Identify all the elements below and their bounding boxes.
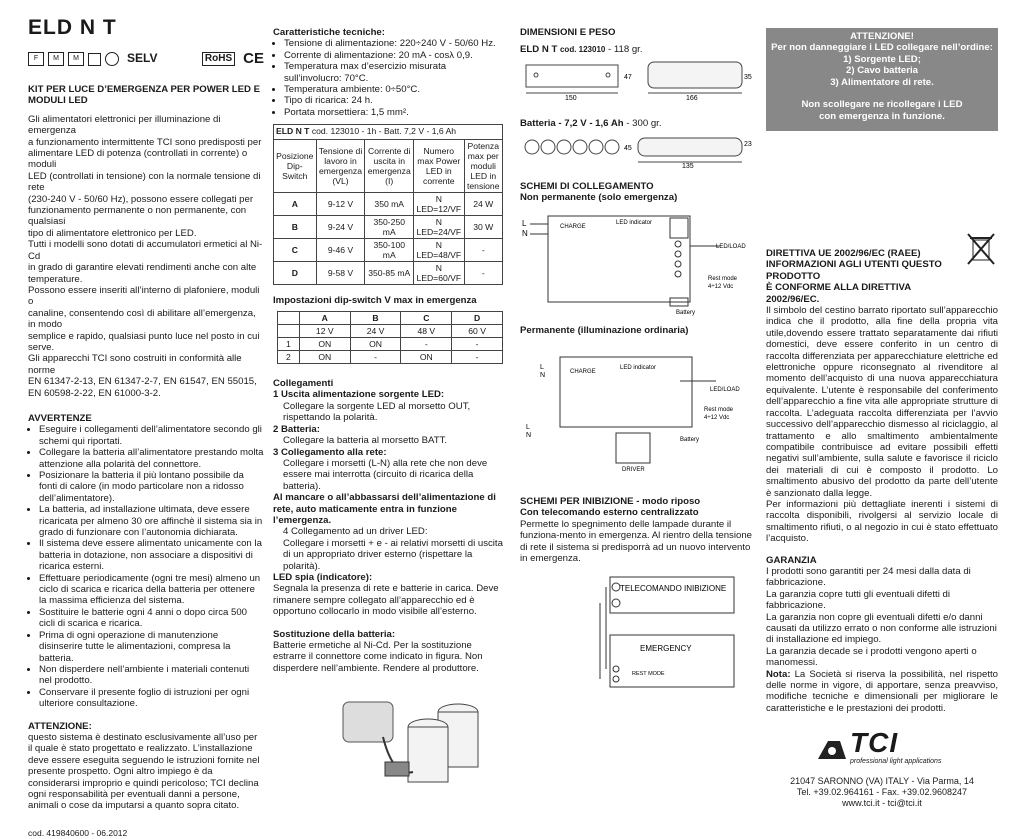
table-cell: 9-58 V (316, 261, 365, 284)
dip-cell: - (452, 338, 503, 351)
table-cell: B (274, 215, 317, 238)
warning-item: • Conservare il presente foglio di istruzioni per ogni ulteriore consultazione. (39, 687, 264, 710)
battery-dimensions (520, 118, 756, 129)
table-cell: 9-46 V (316, 238, 365, 261)
dip-heading: Impostazioni dip-switch V max in emergenza (273, 294, 477, 306)
tci-logo (814, 727, 998, 767)
dip-row (278, 351, 503, 364)
note-label: Nota: (766, 668, 791, 680)
warning-item: • La batteria, ad installazione ultimata, deve essere ricaricata per almeno 30 ore affinchè il sistema sia in grado di funzionare con l’autonomia dichiarata. (39, 504, 264, 538)
battery-cell (589, 140, 603, 154)
attention-line: 2) Cavo batteria (846, 65, 918, 77)
dip-cell: 48 V (401, 325, 452, 338)
column-4 (766, 0, 998, 810)
non-permanent-heading: Non permanente (solo emergenza) (520, 192, 678, 204)
dip-header: C (401, 312, 452, 325)
note-body: La Società si riserva la possibilità, nel rispetto delle norme in vigore, di apportare, senza preavviso, modifiche tecniche e dimensionali per migliorare le caratteristiche e le prestazioni dei prodotti. (766, 668, 998, 714)
intro-line: Gli alimentatori elettronici per illuminazione di emergenza (28, 113, 221, 137)
tech-item: • Portata morsettiera: 1,5 mm². (284, 107, 505, 118)
permanent-heading: Permanente (illuminazione ordinaria) (520, 325, 689, 337)
inhibition-subheading: Con telecomando esterno centralizzato (520, 507, 699, 519)
connection-step: Collegare i morsetti (L-N) alla rete che non deve essere mai interrotta (circuito di ricarica della batteria). (283, 457, 488, 492)
tech-item: • Temperatura max d’esercizio misurata sull’involucro: 70°C. (284, 61, 505, 84)
inhibition-heading: SCHEMI PER INIBIZIONE - modo riposo (520, 496, 701, 508)
label-l3: L (526, 423, 530, 431)
selv-label: SELV (127, 51, 158, 66)
warranty-item: La garanzia copre tutti gli eventuali difetti di fabbricazione. (766, 588, 950, 612)
label-n3: N (526, 431, 532, 439)
battery-drawing (520, 132, 756, 168)
tech-item: • Tipo di ricarica: 24 h. (284, 95, 505, 106)
m-mark-icon: M (48, 52, 64, 66)
warning-item: • Collegare la batteria all’alimentatore prestando molta attenzione alla polarità del connettore. (39, 447, 264, 470)
intro-text (28, 114, 264, 399)
product-title: ELD N T (28, 16, 117, 39)
dip-cell: ON (350, 338, 401, 351)
label-n: N (522, 228, 528, 238)
table-header: Potenza max per moduli LED in tensione (464, 139, 503, 192)
battery-cells (525, 140, 619, 154)
battery-label: Battery (676, 309, 696, 316)
battery-replacement-text: Batterie ermetiche al Ni-Cd. Per la sostituzione estrarre il connettore come indicato in figura. Non disperdere nell’ambiente. Rendere al produttore. (273, 640, 483, 674)
dip-cell: - (350, 351, 401, 364)
dim-23: 23 (744, 140, 752, 148)
raee-heading (766, 248, 962, 305)
mm-mark-icon: M (68, 52, 84, 66)
table-cell: 9-12 V (316, 192, 365, 215)
attention-line: Per non danneggiare i LED collegare nell’ordine: (771, 42, 993, 54)
schemes-heading: SCHEMI DI COLLEGAMENTO (520, 181, 654, 193)
dim-45: 45 (624, 144, 632, 152)
warranty-heading: GARANZIA (766, 554, 817, 566)
intro-line: a funzionamento intermittente TCI sono predisposti per (28, 136, 262, 148)
label-l: L (522, 218, 527, 228)
rohs-logo: RoHS (202, 52, 235, 65)
intro-line: funzionamento permanente o non permanente, con qualsiasi (28, 205, 247, 228)
charge-label: CHARGE (560, 223, 586, 230)
raee-title-line: DIRETTIVA UE 2002/96/EC (RAEE) (766, 248, 921, 259)
warranty-item: La garanzia non copre gli eventuali difetti e/o danni causati da utilizzo errato o non conforme alle istruzioni di installazione ed impiego. (766, 611, 997, 646)
dip-cell: 1 (278, 338, 300, 351)
attention-line: ATTENZIONE! (850, 31, 914, 42)
battery-cell (557, 140, 571, 154)
led-indicator-heading: LED spia (indicatore): (273, 571, 373, 583)
rest-label: REST MODE (632, 670, 665, 677)
table1-title: ELD N T (276, 126, 310, 137)
warranty-item: La garanzia decade se i prodotti vengono aperti o manomessi. (766, 645, 977, 669)
table-cell: 350-100 mA (365, 238, 414, 261)
connections-list (273, 389, 505, 572)
table-header: Corrente di uscita in emergenza (I) (365, 139, 414, 192)
table-cell: N LED=60/VF (414, 261, 464, 284)
dip-switch-table (277, 311, 503, 364)
dip-cell: - (401, 338, 452, 351)
attention-text: questo sistema è destinato esclusivamente all’uso per il quale è stato progettato e realizzato. L’installazione deve essere eseguita seguendo le istruzioni fornite nel presente prospetto. Ogni altro impiego è da considerarsi improprio e quindi pericoloso; TCI declina ogni responsabilità per eventuali danni a persone, animali o cose da imputarsi a quanto sopra citato. (28, 731, 260, 812)
intro-line: LED (controllati in tensione) con la normale tensione di rete (28, 170, 261, 194)
permanent-wiring-diagram (520, 341, 756, 471)
dim-47: 47 (624, 73, 632, 81)
warranty-list (766, 566, 998, 669)
intro-line: EN 60598-2-22, EN 61000-3-2. (28, 387, 161, 399)
attention-line: Non scollegare ne ricollegare i LED (801, 99, 963, 111)
table-cell: N LED=24/VF (414, 215, 464, 238)
attention-heading: ATTENZIONE: (28, 720, 92, 732)
connection-step: Collegare la batteria al morsetto BATT. (283, 435, 448, 447)
non-permanent-wiring-diagram (520, 208, 756, 316)
raee-title-line: È CONFORME ALLA DIRETTIVA 2002/96/EC. (766, 282, 911, 305)
led-indicator-text: Segnala la presenza di rete e batterie in carica. Deve rimanere sempre collegato all’apparecchio ed è opportuno collocarlo in modo visibile all’esterno. (273, 583, 499, 618)
table-row (274, 192, 503, 215)
led-load-label: LED/LOAD (716, 243, 746, 250)
intro-line: (230-240 V - 50/60 Hz), possono essere collegati per (28, 193, 254, 205)
driver-label: DRIVER (622, 466, 645, 471)
dimensions-eld (520, 44, 756, 55)
battery-cell (541, 140, 555, 154)
dip-header (278, 312, 300, 325)
table-row (274, 238, 503, 261)
table-cell: 30 W (464, 215, 503, 238)
dip-cell: 24 V (350, 325, 401, 338)
intro-line: Possono essere inseriti all’interno di plafoniere, moduli o (28, 284, 260, 308)
vdc-label-2: 4÷12 Vdc (704, 414, 730, 421)
dip-header: A (299, 312, 350, 325)
charge-label-2: CHARGE (570, 368, 596, 375)
vdc-label: 4÷12 Vdc (708, 283, 734, 290)
dim-model: ELD N T (520, 44, 558, 56)
eld-dimension-drawing (520, 59, 756, 101)
dip-cell: ON (299, 338, 350, 351)
column-3 (520, 0, 756, 694)
certification-symbols (28, 50, 264, 68)
battery-connector-illustration (273, 682, 493, 792)
dim-35: 35 (744, 73, 752, 81)
attention-line: con emergenza in funzione. (819, 110, 945, 122)
dim-weight: - 118 gr. (608, 44, 643, 56)
dip-row (278, 338, 503, 351)
attention-line: 1) Sorgente LED; (843, 53, 921, 65)
note-text (766, 669, 998, 715)
column-2 (273, 0, 505, 796)
tci-logo-text: TCI (850, 727, 899, 759)
led-indicator-label-2: LED indicator (620, 364, 657, 371)
connection-step: 2 Batteria: (273, 423, 320, 435)
connections-heading: Collegamenti (273, 378, 334, 390)
tech-item: • Tensione di alimentazione: 220÷240 V - 50/60 Hz. (284, 38, 505, 49)
battery-spec: Batteria - 7,2 V - 1,6 Ah (520, 118, 624, 130)
intro-line: canaline, consentendo così di abilitare all’emergenza, in modo (28, 307, 256, 331)
dip-cell (278, 325, 300, 338)
dip-cell: 60 V (452, 325, 503, 338)
tech-item: • Corrente di alimentazione: 20 mA - cosλ 0,9. (284, 50, 505, 61)
rest-mode-label-2: Rest mode (704, 406, 734, 413)
battery-cell (605, 140, 619, 154)
dim-code: cod. 123010 (559, 45, 606, 55)
warning-item: • Effettuare periodicamente (ogni tre mesi) almeno un ciclo di scarica e ricarica della batteria per ottenere la massima efficienza del sistema. (39, 573, 264, 607)
dip-cell: ON (401, 351, 452, 364)
table-cell: 350 mA (365, 192, 414, 215)
address-line: www.tci.it - tci@tci.it (842, 798, 922, 809)
table-cell: N LED=48/VF (414, 238, 464, 261)
warnings-list (28, 424, 264, 709)
tci-logo-tagline: professional light applications (850, 758, 942, 766)
address-line: 21047 SARONNO (VA) ITALY - Via Parma, 14 (790, 775, 974, 786)
dimensions-heading: DIMENSIONI E PESO (520, 27, 616, 38)
dip-header: D (452, 312, 503, 325)
table-header: Posizione Dip-Switch (274, 139, 317, 192)
warranty-item: I prodotti sono garantiti per 24 mesi dalla data di fabbricazione. (766, 565, 971, 589)
f-mark-icon: F (28, 52, 44, 66)
battery-cell (525, 140, 539, 154)
table-row (274, 261, 503, 284)
crossed-bin-icon (966, 232, 996, 266)
table-header: Numero max Power LED in corrente (414, 139, 464, 192)
table-cell: 350-85 mA (365, 261, 414, 284)
dip-cell: ON (299, 351, 350, 364)
warnings-heading: AVVERTENZE (28, 412, 92, 424)
inhibition-diagram (520, 571, 756, 691)
column-1 (28, 0, 264, 839)
transformer-icon (105, 52, 119, 66)
ce-mark: CE (243, 50, 264, 68)
connection-step: Collegare la sorgente LED al morsetto OUT, rispettando la polarità. (283, 400, 471, 424)
kit-heading: KIT PER LUCE D’EMERGENZA PER POWER LED E MODULI LED (28, 84, 261, 107)
battery-weight: - 300 gr. (626, 118, 662, 130)
warning-item: • Non disperdere nell’ambiente i materiali contenuti nel prodotto. (39, 664, 264, 687)
table-cell: N LED=12/VF (414, 192, 464, 215)
table-cell: 24 W (464, 192, 503, 215)
dip-row (278, 325, 503, 338)
battery-replacement-heading: Sostituzione della batteria: (273, 628, 396, 640)
dim-150: 150 (565, 94, 577, 101)
table-row (274, 215, 503, 238)
inhibition-text: Permette lo spegnimento delle lampade durante il funziona-mento in emergenza. Al rientro della tensione di rete il sistema si predisporrà ad un nuovo intervento in emergenza. (520, 518, 752, 565)
raee-title-line: INFORMAZIONI AGLI UTENTI QUESTO PRODOTTO (766, 259, 942, 282)
led-indicator-label: LED indicator (616, 219, 653, 226)
telecomando-label: TELECOMANDO INIBIZIONE (620, 583, 727, 593)
table1-title-bar (273, 124, 503, 138)
label-n2: N (540, 371, 546, 379)
emergency-label: EMERGENCY (640, 643, 692, 653)
dip-cell: 2 (278, 351, 300, 364)
warning-item: • Eseguire i collegamenti dell’alimentatore secondo gli schemi qui riportati. (39, 424, 264, 447)
table-cell: 9-24 V (316, 215, 365, 238)
rest-mode-label: Rest mode (708, 275, 738, 282)
raee-text-2: Per informazioni più dettagliate inerenti i sistemi di raccolta disponibili, rivolgersi al servizio locale di smaltimento rifiuti, o al negozio in cui è stato effettuato l’acquisto. (766, 498, 998, 545)
company-address (766, 776, 998, 810)
double-insulation-icon (88, 53, 101, 66)
table-cell: C (274, 238, 317, 261)
intro-line: Tutti i modelli sono dotati di accumulatori ermetici al Ni-Cd (28, 239, 263, 262)
table-cell: 350-250 mA (365, 215, 414, 238)
connection-step: Al mancare o all’abbassarsi dell’alimentazione di rete, auto maticamente entra in funzione l’emergenza. (273, 492, 496, 526)
table-cell: - (464, 238, 503, 261)
intro-line: semplice e rapido, qualsiasi punto luce nel posto in cui serve. (28, 330, 260, 353)
label-l2: L (540, 363, 544, 371)
intro-line: temperature. (28, 273, 83, 285)
dip-header: B (350, 312, 401, 325)
warning-item: • Sostituire le batterie ogni 4 anni o dopo circa 500 cicli di scarica e ricarica. (39, 607, 264, 630)
dip-cell: 12 V (299, 325, 350, 338)
intro-line: in grado di garantire elevati rendimenti anche con alte (28, 262, 257, 274)
attention-line: 3) Alimentatore di rete. (830, 76, 934, 88)
intro-line: tipo di alimentatore elettronico per LED. (28, 227, 197, 239)
tech-list (273, 38, 505, 118)
intro-line: Gli apparecchi TCI sono costruiti in conformità alle norme (28, 353, 242, 376)
tech-heading: Caratteristiche tecniche: (273, 27, 385, 38)
warning-item: • Il sistema deve essere alimentato unicamente con la batteria in dotazione, non associare a dispositivi di ricarica esterni. (39, 538, 264, 572)
battery-cell (573, 140, 587, 154)
table-header: Tensione di lavoro in emergenza (VL) (316, 139, 365, 192)
intro-line: EN 61347-2-13, EN 61347-2-7, EN 61547, EN 55015, (28, 376, 257, 388)
dim-135: 135 (682, 162, 694, 168)
table1-subtitle: cod. 123010 - 1h - Batt. 7,2 V - 1,6 Ah (311, 126, 457, 137)
connection-step: 4 Collegamento ad un driver LED: (283, 526, 428, 538)
warning-item: • Prima di ogni operazione di manutenzione disinserire tutte le alimentazioni, compresa la batteria. (39, 630, 264, 664)
tech-item: • Temperatura ambiente: 0÷50°C. (284, 84, 505, 95)
table-cell: - (464, 261, 503, 284)
led-load-label-2: LED/LOAD (710, 386, 740, 393)
dip-cell: - (452, 351, 503, 364)
dim-166: 166 (686, 94, 698, 101)
connection-step: 3 Collegamento alla rete: (273, 446, 387, 458)
battery-label-2: Battery (680, 436, 700, 443)
warning-item: • Posizionare la batteria il più lontano possibile da fonti di calore (in modo particolare non a ridosso dell’alimentatore). (39, 470, 264, 504)
connection-step: 1 Uscita alimentazione sorgente LED: (273, 389, 445, 401)
tci-lamp-icon (814, 735, 850, 763)
specs-table (273, 139, 503, 285)
document-code: cod. 419840600 - 06.2012 (28, 827, 128, 838)
intro-line: alimentare LED di potenza (controllati in corrente) o moduli (28, 148, 248, 171)
connection-step: Collegare i morsetti + e - ai relativi morsetti di uscita di un appropriato driver esterno (rispettare la polarità). (283, 537, 503, 572)
raee-text: Il simbolo del cestino barrato riportato sull’apparecchio indica che il prodotto, alla fine della propria vita utile,dovendo essere trattato separatamente dai rifiuti domestici, deve essere conferito in un centro di raccolta differenziata per apparecchiature elettriche ed elettroniche oppure riconsegnato al rivenditore al momento dell’acquisto di una nuova apparecchiatura equivalente. L’utente è responsabile del conferimento dell’apparecchio a fine vita alle appropriate strutture di raccolta. L’adeguata raccolta differenziata per l’avvio successivo dell’apparecchio dismesso al riciclaggio, al trattamento e allo smaltimento ambientalmente compatibile contribuisce ad evitare possibili effetti negativi sull’ambiente, sulla salute e favorisce il riciclo dei materiali di cui è composto il prodotto. Lo smaltimento abusivo del prodotto da parte dell’utente è sanzionato dalla legge. (766, 305, 998, 499)
address-line: Tel. +39.02.964161 - Fax. +39.02.9608247 (796, 787, 968, 798)
table-cell: A (274, 192, 317, 215)
table-cell: D (274, 261, 317, 284)
